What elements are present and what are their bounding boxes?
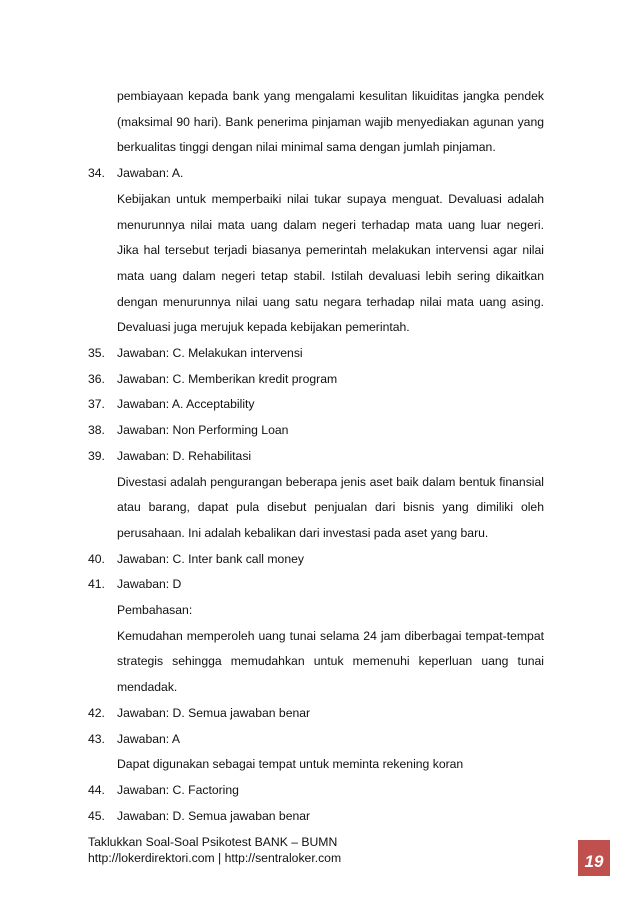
item-number: 35. (88, 346, 105, 361)
item-discussion-label: Pembahasan: (117, 603, 193, 618)
item-number: 41. (88, 577, 105, 592)
item-answer: Jawaban: C. Factoring (117, 782, 239, 797)
list-item (88, 804, 544, 830)
item-number: 44. (88, 782, 105, 797)
item-explanation: Divestasi adalah pengurangan beberapa jenis aset baik dalam bentuk finansial atau barang, dapat pula disebut penjualan dari bisnis yang dimiliki oleh perusahaan. Ini adalah kebalikan dari investasi pada aset yang baru. (117, 474, 544, 540)
list-item (88, 701, 544, 727)
footer-title: Taklukkan Soal-Soal Psikotest BANK – BUMN (88, 835, 338, 849)
item-number: 43. (88, 731, 105, 746)
page-number: 19 (584, 852, 604, 871)
item-explanation: Kebijakan untuk memperbaiki nilai tukar supaya menguat. Devaluasi adalah menurunnya nilai mata uang dalam negeri terhadap mata uang luar negeri. Jika hal tersebut terjadi biasanya pemerintah melakukan intervensi agar nilai mata uang dalam negeri tetap stabil. Istilah devaluasi lebih sering dikaitkan dengan menurunnya nilai uang satu negara terhadap nilai mata uang asing. Devaluasi juga merujuk kepada kebijakan pemerintah. (117, 191, 544, 335)
list-item (88, 444, 544, 470)
item-number: 36. (88, 371, 105, 386)
item-answer: Jawaban: D. Semua jawaban benar (117, 705, 311, 720)
item-answer: Jawaban: C. Memberikan kredit program (117, 371, 338, 386)
page-number-badge (578, 840, 610, 876)
list-item (88, 161, 544, 187)
list-item (88, 418, 544, 444)
item-number: 42. (88, 705, 105, 720)
item-number: 45. (88, 808, 105, 823)
list-item (88, 341, 544, 367)
item-number: 37. (88, 397, 105, 412)
item-explanation: Dapat digunakan sebagai tempat untuk meminta rekening koran (117, 757, 464, 772)
intro-paragraph: pembiayaan kepada bank yang mengalami kesulitan likuiditas jangka pendek (maksimal 90 hari). Bank penerima pinjaman wajib menyediakan agunan yang berkualitas tinggi dengan nilai minimal sama dengan jumlah pinjaman. (117, 89, 544, 155)
list-item (88, 367, 544, 393)
item-answer: Jawaban: D. Semua jawaban benar (117, 808, 311, 823)
list-item (88, 727, 544, 753)
item-number: 39. (88, 448, 105, 463)
item-number: 34. (88, 166, 105, 181)
list-item (88, 392, 544, 418)
footer-links: http://lokerdirektori.com | http://sentraloker.com (88, 851, 342, 865)
page-footer (88, 834, 341, 866)
item-answer: Jawaban: C. Inter bank call money (117, 551, 304, 566)
item-number: 38. (88, 423, 105, 438)
list-item (88, 547, 544, 573)
list-item (88, 572, 544, 598)
item-answer: Jawaban: A (117, 731, 181, 746)
item-answer: Jawaban: D (117, 577, 182, 592)
item-answer: Jawaban: Non Performing Loan (117, 423, 289, 438)
item-answer: Jawaban: D. Rehabilitasi (117, 448, 252, 463)
item-answer: Jawaban: A. Acceptability (117, 397, 255, 412)
item-answer: Jawaban: A. (117, 166, 184, 181)
page-content (88, 84, 544, 829)
item-explanation: Kemudahan memperoleh uang tunai selama 24 jam diberbagai tempat-tempat strategis sehingga memudahkan untuk memenuhi keperluan uang tunai mendadak. (117, 628, 544, 695)
item-answer: Jawaban: C. Melakukan intervensi (117, 346, 303, 361)
list-item (88, 778, 544, 804)
item-number: 40. (88, 551, 105, 566)
